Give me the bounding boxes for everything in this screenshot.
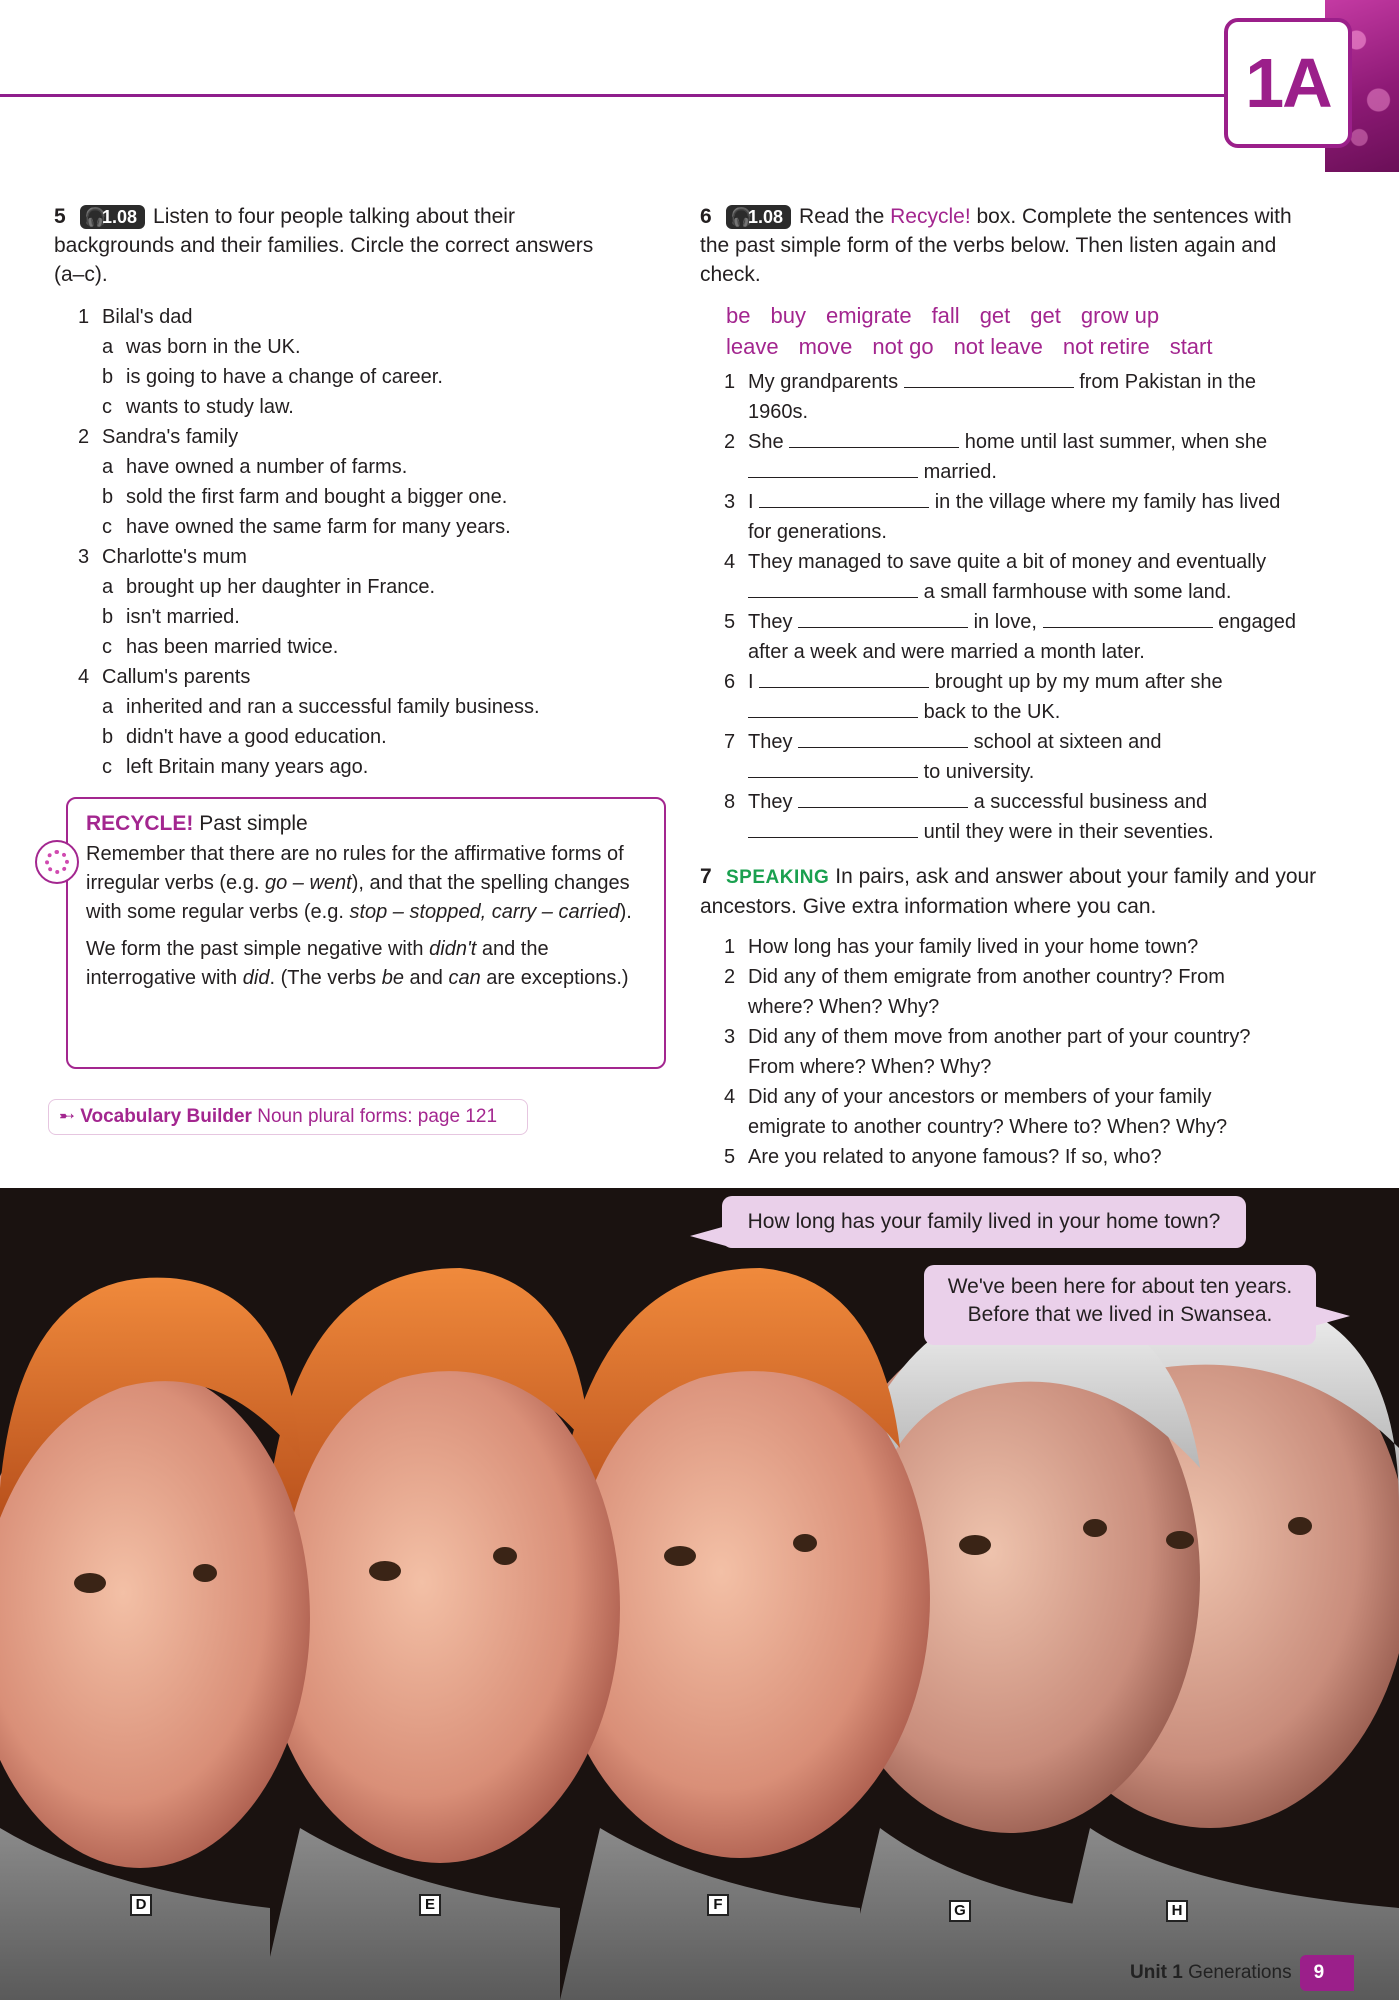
speech-bubble-question: How long has your family lived in your home town? [722,1196,1246,1248]
ex6-audio-button[interactable]: 🎧1.08 [726,205,791,229]
answer-blank[interactable] [748,759,918,778]
question-row: 2 Sandra's family [78,426,239,448]
speaking-question: 4 Did any of your ancestors or members of your family [724,1086,1212,1108]
sentence-8-cont: until they were in their seventies. [724,817,1364,847]
speaking-question: 5 Are you related to anyone famous? If so, who? [724,1146,1162,1168]
answer-blank[interactable] [904,369,1074,388]
ex6-heading: 6 🎧1.08 Read the Recycle! box. Complete the sentences with the past simple form of the verbs below. Then listen again and check. [700,202,1320,289]
ex7-number: 7 [700,865,712,888]
sentence-1: 1 My grandparents from Pakistan in the [724,371,1256,393]
page-footer: Unit 1 Generations 9 [1130,1955,1399,1991]
speaking-question: 3 Did any of them move from another part of your country? [724,1026,1251,1048]
answer-blank[interactable] [759,669,929,688]
headphones-icon: 🎧 [730,207,753,227]
answer-option[interactable]: b didn't have a good education. [102,726,387,748]
sentence-6: 6 I brought up by my mum after she [724,671,1223,693]
unit-badge: 1A [1224,18,1352,148]
arrow-icon: ➸ [59,1106,75,1127]
sentence-1-cont: 1960s. [748,401,809,423]
verb-box: be buy emigrate fall get get grow up leave move not go not leave not retire start [726,303,1213,359]
answer-option[interactable]: b sold the first farm and bought a bigger one. [102,486,508,508]
face-label-d: D [130,1894,152,1916]
answer-blank[interactable] [748,579,918,598]
sentence-3: 3 I in the village where my family has lived [724,491,1281,513]
ex7-heading [700,862,1340,921]
answer-option[interactable]: a have owned a number of farms. [102,456,408,478]
headphones-icon: 🎧 [84,207,107,227]
sentence-3-cont: for generations. [748,521,887,543]
ex5-audio-button[interactable]: 🎧1.08 [80,205,145,229]
speech-bubble-answer: We've been here for about ten years. Before that we lived in Swansea. [924,1265,1316,1345]
face-label-e: E [419,1894,441,1916]
answer-blank[interactable] [759,489,929,508]
answer-option[interactable]: c wants to study law. [102,396,294,418]
answer-blank[interactable] [789,429,959,448]
answer-option[interactable]: c has been married twice. [102,636,339,658]
recycle-icon [35,840,79,884]
ex7-questions: 1 How long has your family lived in your home town? 2 Did any of them emigrate from another country? From where? When? Why? 3 Did any of them move from another part of your country? From where? When? Why? 4 Did any of your ancestors or members of your family emigrate to another country? Where to? When? Why? 5 Are you related to anyone famous? If so, who? [724,932,1364,1172]
ex5-heading [54,202,594,289]
answer-blank[interactable] [1043,609,1213,628]
answer-blank[interactable] [798,609,968,628]
header-rule [0,94,1240,97]
question-row: 3 Charlotte's mum [78,546,247,568]
ex5-number: 5 [54,205,66,228]
speaking-label: SPEAKING [726,867,830,888]
ex6-sentences [724,367,1364,847]
speaking-question: 1 How long has your family lived in your home town? [724,936,1199,958]
answer-blank[interactable] [748,459,918,478]
recycle-text: Remember that there are no rules for the affirmative forms of irregular verbs (e.g. go – went), and that the spelling changes with some regular verbs (e.g. stop – stopped, carry – carried). We form the past simple negative with didn't and the interrogative with did. (The verbs be and can are exceptions.) [86,843,632,989]
question-row: 1 Bilal's dad [78,306,193,328]
answer-option[interactable]: c have owned the same farm for many years. [102,516,511,538]
answer-blank[interactable] [748,819,918,838]
sentence-4-cont: a small farmhouse with some land. [724,577,1364,607]
sentence-5: 5 They in love, engaged [724,611,1296,633]
page-number: 9 [1300,1955,1354,1991]
ex6-number: 6 [700,205,712,228]
answer-option[interactable]: b is going to have a change of career. [102,366,443,388]
recycle-box [66,797,666,1069]
face-label-f: F [707,1894,729,1916]
bubble-tail [690,1226,726,1246]
ex5-instruction: Listen to four people talking about their backgrounds and their families. Circle the correct answers (a–c). [54,205,594,286]
sentence-7-cont: to university. [724,757,1364,787]
answer-option[interactable]: a inherited and ran a successful family business. [102,696,540,718]
bubble-tail [1314,1306,1350,1326]
answer-blank[interactable] [748,699,918,718]
sentence-4: 4 They managed to save quite a bit of money and eventually [724,551,1267,573]
question-row: 4 Callum's parents [78,666,251,688]
speaking-question: 2 Did any of them emigrate from another country? From [724,966,1225,988]
sentence-8: 8 They a successful business and [724,791,1208,813]
recycle-heading: RECYCLE! Past simple [86,812,308,835]
vocabulary-builder-link[interactable]: ➸ Vocabulary Builder Noun plural forms: page 121 [48,1099,528,1135]
answer-blank[interactable] [798,789,968,808]
answer-option[interactable]: b isn't married. [102,606,240,628]
answer-blank[interactable] [798,729,968,748]
answer-option[interactable]: c left Britain many years ago. [102,756,369,778]
ex5-questions [78,302,638,782]
sentence-6-cont: back to the UK. [724,697,1364,727]
answer-option[interactable]: a was born in the UK. [102,336,301,358]
face-label-h: H [1166,1900,1188,1922]
sentence-2-cont: married. [724,457,1364,487]
ex7-instruction: In pairs, ask and answer about your family and your ancestors. Give extra information where you can. [700,865,1317,918]
sentence-7: 7 They school at sixteen and [724,731,1162,753]
face-label-g: G [949,1900,971,1922]
answer-option[interactable]: a brought up her daughter in France. [102,576,436,598]
sentence-2: 2 She home until last summer, when she [724,431,1268,453]
sentence-5-cont: after a week and were married a month later. [748,641,1145,663]
